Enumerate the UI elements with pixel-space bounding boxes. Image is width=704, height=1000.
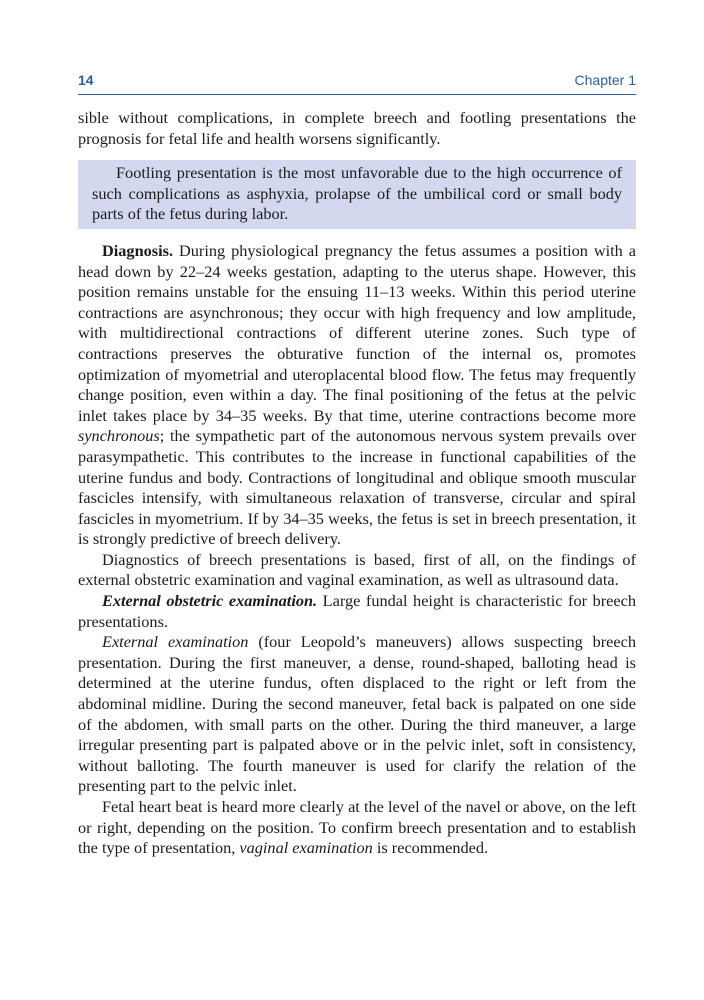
diagnosis-text-1: During physiological pregnancy the fetus assumes a position with a head down by 22–24 weeks gestation, adapting to the uterus shape. However, this position remains unstable for the ensuing 11–13 weeks. Within this period uterine contractions are asynchronous; they occur with high frequency and low amplitude, with multidirectional contractions of different uterine zones. Such type of contractions preserves the obturative function of the internal os, promotes optimization of myometrial and uteroplacental blood flow. The fetus may frequently change position, even within a day. The final positioning of the fetus at the pelvic inlet takes place by 34–35 weeks. By that time, uterine contractions become more — [78, 240, 636, 425]
running-header — [78, 70, 636, 95]
external-obstetric-text: Large fundal height is characteristic for breech presentations. — [78, 591, 636, 631]
diagnosis-emphasis: synchronous — [78, 426, 160, 446]
external-exam-text: (four Leopold’s maneuvers) allows suspecting breech presentation. During the first maneuver, a dense, round-shaped, balloting head is determined at the uterine fundus, often displaced to the right or left from the abdominal midline. During the second maneuver, fetal back is palpated on one side of the abdomen, with small parts on the other. During the third maneuver, a large irregular presenting part is palpated above or in the pelvic inlet, soft in consistency, without balloting. The fourth maneuver is used for clarify the relation of the presenting part to the pelvic inlet. — [78, 632, 636, 796]
intro-paragraph: sible without complications, in complete breech and footling presentations the prognosis for fetal life and health worsens significantly. — [78, 108, 636, 148]
external-exam-term: External examination — [102, 632, 249, 652]
chapter-label: Chapter 1 — [574, 72, 636, 88]
diagnosis-text-2: ; the sympathetic part of the autonomous nervous system prevails over parasympathetic. This contributes to the increase in functional capabilities of the uterine fundus and body. Contractions of longitudinal and oblique smooth muscular fascicles intensify, with simultaneous relaxation of transverse, circular and spiral fascicles in myometrium. If by 34–35 weeks, the fetus is set in breech presentation, it is strongly predictive of breech delivery. — [78, 426, 636, 549]
external-obstetric-heading: External obstetric examination. — [102, 591, 318, 611]
heart-beat-emphasis: vaginal examination — [239, 838, 373, 858]
external-exam-paragraph — [78, 632, 636, 797]
diagnostics-paragraph: Diagnostics of breech presentations is based, first of all, on the findings of external obstetric examination and vaginal examination, as well as ultrasound data. — [78, 549, 636, 590]
diagnosis-paragraph — [78, 241, 636, 550]
heart-beat-text-2: is recommended. — [372, 838, 489, 858]
page-number: 14 — [78, 72, 94, 88]
heart-beat-paragraph — [78, 797, 636, 859]
highlight-text: Footling presentation is the most unfavorable due to the high occurrence of such complications as asphyxia, prolapse of the umbilical cord or small body parts of the fetus during labor. — [92, 163, 622, 224]
body-text — [78, 108, 636, 859]
heart-beat-text-1: Fetal heart beat is heard more clearly at the level of the navel or above, on the left or right, depending on the position. To confirm breech presentation and to establish the type of presentation, — [78, 797, 636, 858]
highlight-box — [78, 160, 636, 229]
external-obstetric-paragraph — [78, 591, 636, 632]
diagnosis-heading: Diagnosis. — [102, 240, 174, 260]
